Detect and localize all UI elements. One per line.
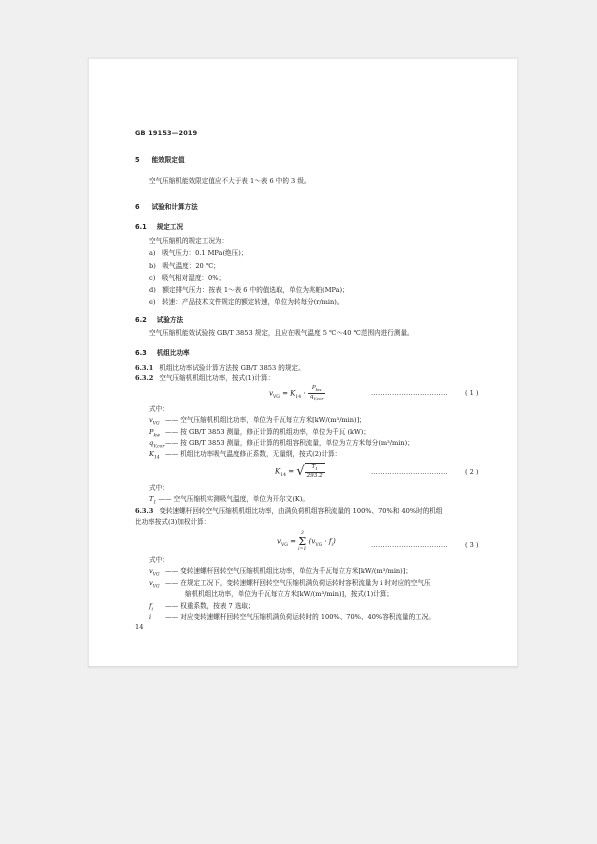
equation-label: ( 1 ) — [465, 389, 479, 397]
section-5-body: 空气压缩机能效限定值应不大于表 1～表 6 中的 3 级。 — [149, 177, 311, 185]
page-number: 14 — [135, 623, 144, 631]
symbol-definition: $q_{V,cor}——$ 按 GB/T 3853 测量，修正计算的机组容积流量，单位为立方米每分(m³/min)； — [149, 439, 414, 450]
summation: 3 Σ i=1 — [298, 531, 307, 552]
symbol-definition: $v_{VG}$ —— 空气压缩机机组比功率，单位为千瓦每立方米[kW/(m³/min)]； — [149, 416, 366, 427]
viewer-divider — [88, 666, 518, 667]
section-number: 6.1 — [135, 223, 147, 231]
list-item: e) 转速：产品技术文件规定的额定转速，单位为转每分(r/min)。 — [149, 298, 344, 306]
symbol-definition-cont: 缩机机组比功率，单位为千瓦每立方米[kW/(m³/min)]，按式(1)计算； — [185, 590, 394, 598]
equation-label: ( 3 ) — [465, 541, 479, 549]
paragraph-6-3-3-cont: 比功率按式(3)加权计算： — [135, 518, 211, 526]
where-label: 式中： — [149, 405, 169, 413]
section-6-2-body: 空气压缩机能效试验按 GB/T 3853 规定，且应在吸气温度 5 ℃～40 ℃范围内进行测量。 — [149, 329, 414, 337]
section-6-1-heading — [135, 221, 183, 231]
equation-1: $v_{VG} = K_{14}$ · $\frac{P_{kw}}{q_{V,cor}}$ — [269, 385, 324, 402]
symbol-definition: $v_{VG}$ —— 在规定工况下，变转速螺杆回转空气压缩机满负荷运转时容积流量为 i 时对应的空气压 — [149, 579, 431, 590]
where-label: 式中： — [149, 556, 169, 564]
paragraph-6-3-3 — [135, 507, 443, 516]
list-item: b) 吸气温度：20 ℃； — [149, 262, 220, 270]
leader-dots: …………………………… — [371, 389, 448, 397]
symbol-definition: i —— 对应变转速螺杆回转空气压缩机满负荷运转时的 100%、70%、40%容积流量的工况。 — [149, 613, 435, 621]
section-number: 6.3 — [135, 349, 147, 357]
clause-number: 6.3.1 — [135, 364, 154, 372]
equation-label: ( 2 ) — [465, 468, 479, 476]
section-6-1-intro: 空气压缩机的规定工况为： — [149, 237, 229, 245]
section-6-2-heading — [135, 314, 183, 324]
section-title: 机组比功率 — [156, 349, 190, 357]
leader-dots: …………………………… — [371, 468, 448, 476]
clause-text: 空气压缩机机组比功率，按式(1)计算： — [159, 374, 275, 382]
document-page — [88, 58, 518, 668]
clause-text: 变转速螺杆回转空气压缩机机组比功率，由满负荷机组容积流量的 100%、70%和 40%时的机组 — [159, 507, 443, 515]
section-number: 6.2 — [135, 316, 147, 324]
section-number: 5 — [135, 156, 140, 164]
paragraph-6-3-2 — [135, 374, 274, 383]
section-6-3-heading — [135, 347, 190, 357]
square-root: √ $\frac{T_1}{293.2}$ — [296, 464, 323, 480]
symbol-definition: $K_{14}$ —— 机组比功率吸气温度修正系数，无量纲，按式(2)计算： — [149, 450, 342, 461]
section-title: 规定工况 — [156, 223, 184, 231]
list-item: d) 额定排气压力：按表 1～表 6 中的值选取，单位为兆帕(MPa)； — [149, 286, 349, 294]
symbol-definition: $f_i$ —— 权重系数，按表 7 选取； — [149, 602, 255, 613]
section-6-heading — [135, 201, 198, 211]
symbol-definition: $v_{VG}$ —— 变转速螺杆回转空气压缩机机组比功率，单位为千瓦每立方米[kW/(m³/min)]； — [149, 567, 412, 578]
clause-number: 6.3.3 — [135, 507, 154, 515]
symbol-definition: $P_{kw}$ —— 按 GB/T 3853 测量，修正计算的机组功率，单位为千瓦 (kW)； — [149, 428, 370, 439]
symbol-definition: $T_1$ —— 空气压缩机实测吸气温度，单位为开尔文(K)。 — [149, 495, 310, 506]
section-number: 6 — [135, 203, 140, 211]
paragraph-6-3-1 — [135, 364, 305, 373]
list-item: a) 吸气压力：0.1 MPa(绝压)； — [149, 249, 248, 257]
where-label: 式中： — [149, 484, 169, 492]
equation-2: $K_{14}$ = √ $\frac{T_1}{293.2}$ — [275, 464, 323, 480]
standard-header: GB 19153—2019 — [135, 129, 198, 137]
clause-number: 6.3.2 — [135, 374, 154, 382]
section-title: 试验方法 — [156, 316, 184, 324]
leader-dots: …………………………… — [371, 541, 448, 549]
clause-text: 机组比功率试验计算方法按 GB/T 3853 的规定。 — [159, 364, 305, 372]
fraction: $\frac{P_{kw}}{q_{V,cor}}$ — [309, 385, 324, 402]
equation-3: $v_{VG} = 3$ Σ i=1 $(v_{VG} \cdot f_i)$ — [277, 531, 336, 552]
section-title: 试验和计算方法 — [151, 203, 198, 211]
section-5-heading — [135, 154, 185, 164]
list-item: c) 吸气相对湿度：0%； — [149, 274, 226, 282]
section-title: 能效限定值 — [151, 156, 185, 164]
